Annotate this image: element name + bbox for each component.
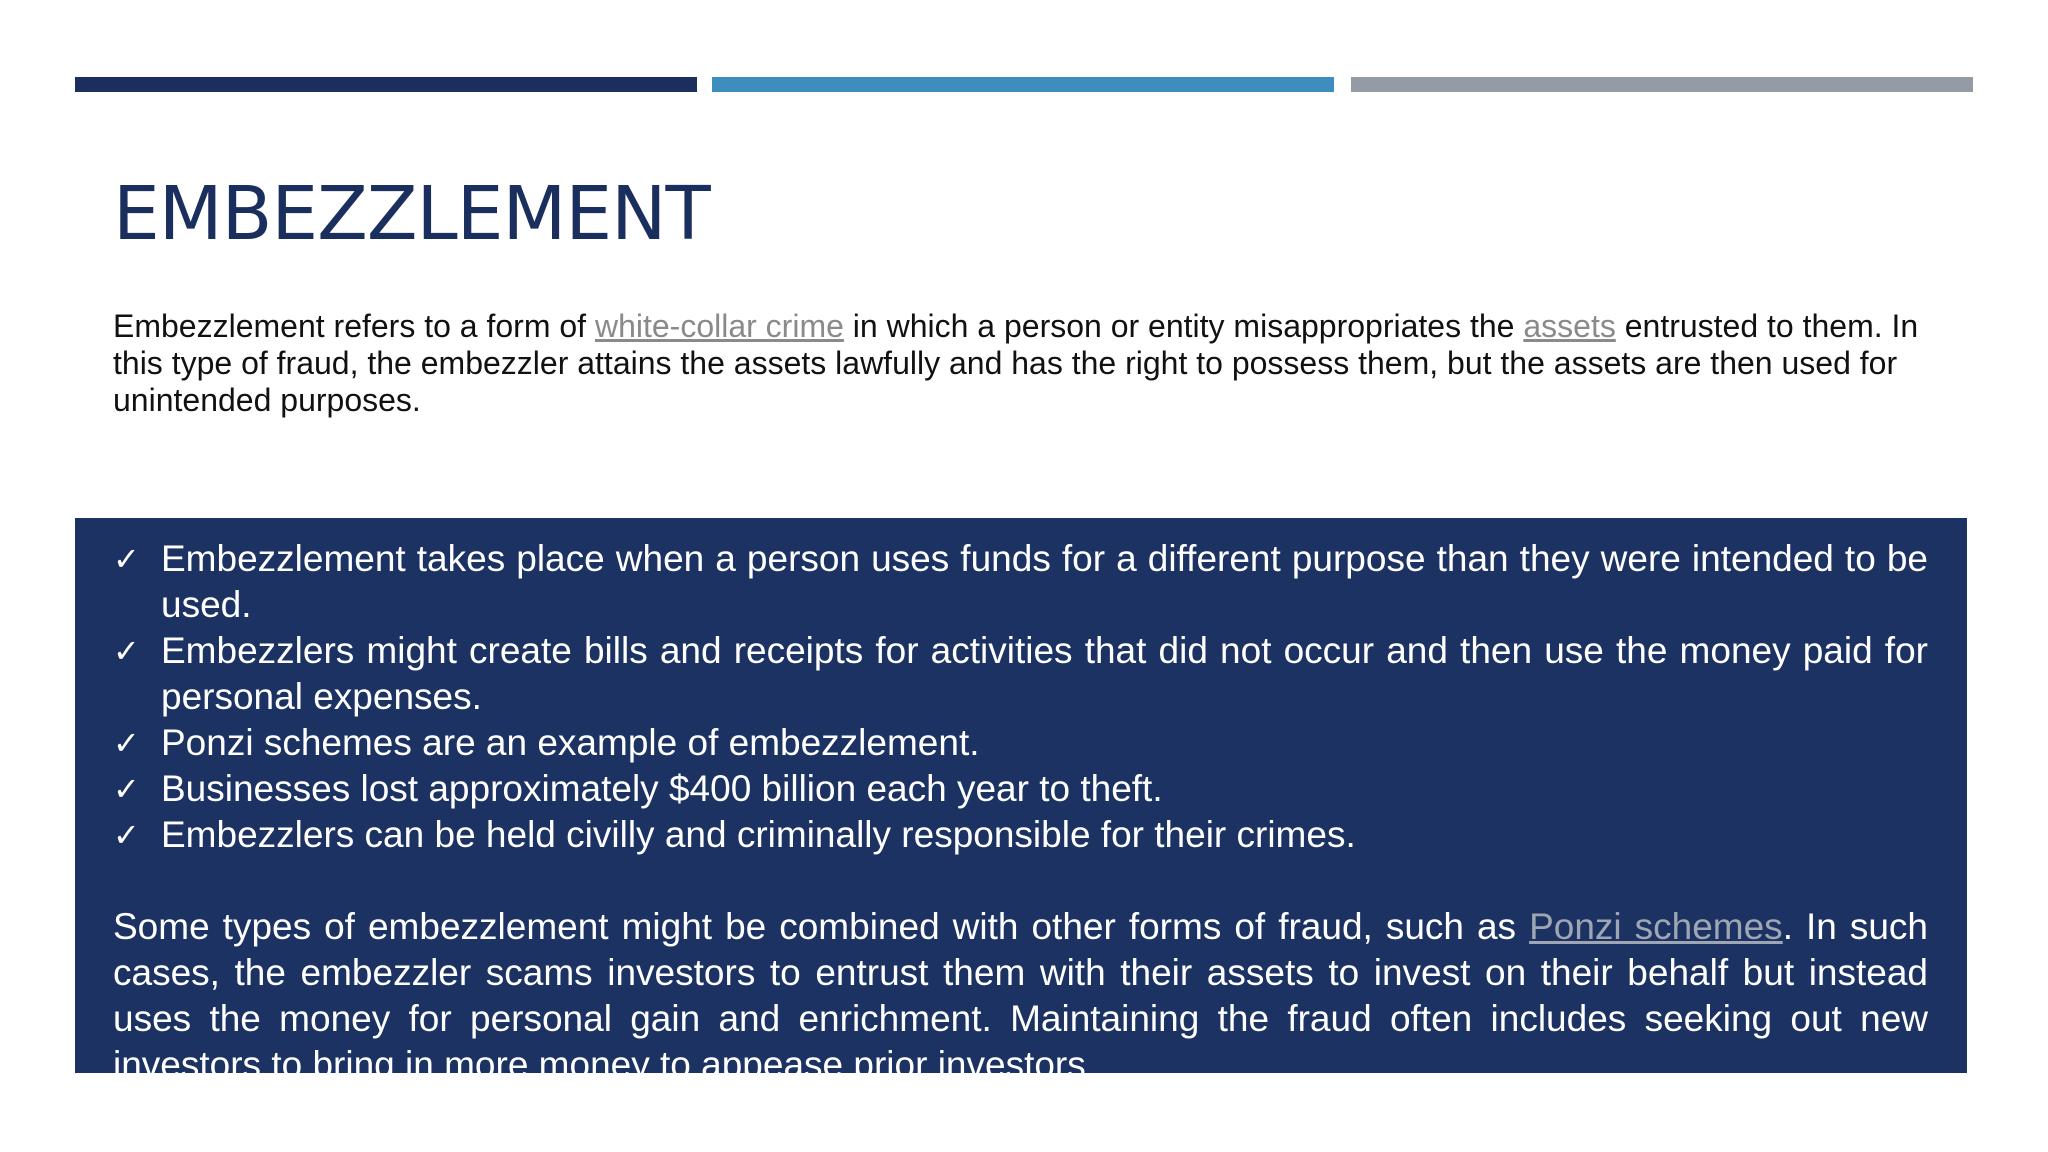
closing-text-2: . In such cases, the embezzler scams investors to entrust them with their assets to invest on their behalf but instead uses the money for personal gain and enrichment. Maintaining the fraud often includes seeking out new investors to bring in more money to appease prior investors.	[113, 906, 1928, 1085]
intro-paragraph	[113, 308, 1928, 419]
bullet-text: Embezzlers can be held civilly and criminally responsible for their crimes.	[161, 814, 1356, 855]
slide-title: EMBEZZLEMENT	[113, 171, 710, 257]
top-accent-bar-navy	[75, 77, 697, 92]
bullet-item	[113, 766, 1928, 812]
bullet-text: Embezzlers might create bills and receipts for activities that did not occur and then use the money paid for personal expenses.	[161, 630, 1980, 717]
ponzi-schemes-link[interactable]: Ponzi schemes	[1529, 906, 1783, 947]
bullet-item	[113, 536, 1928, 628]
checkmark-icon: ✓	[113, 770, 140, 808]
assets-link[interactable]: assets	[1523, 308, 1616, 344]
checkmark-icon: ✓	[113, 724, 140, 762]
top-accent-bar-gray	[1351, 77, 1973, 92]
closing-paragraph	[113, 904, 1928, 1088]
bullet-item	[113, 812, 1928, 858]
intro-text-2: in which a person or entity misappropriates the	[843, 308, 1524, 344]
bullet-list	[113, 536, 1980, 858]
bullet-text: Businesses lost approximately $400 billion each year to theft.	[161, 768, 1163, 809]
bullet-item	[113, 628, 1980, 720]
content-panel	[75, 518, 1980, 1085]
bullet-text: Ponzi schemes are an example of embezzlement.	[161, 722, 980, 763]
checkmark-icon: ✓	[113, 540, 140, 578]
checkmark-icon: ✓	[113, 816, 140, 854]
intro-text-1: Embezzlement refers to a form of	[113, 308, 595, 344]
bullet-text: Embezzlement takes place when a person uses funds for a different purpose than they were intended to be used.	[161, 538, 1928, 625]
closing-text-1: Some types of embezzlement might be combined with other forms of fraud, such as	[113, 906, 1530, 947]
checkmark-icon: ✓	[113, 632, 140, 670]
intro-text-3: entrusted to them. In this type of fraud, the embezzler attains the assets lawfully and has the right to possess them, but the assets are then used for unintended purposes.	[113, 308, 1919, 418]
top-accent-bar-blue	[712, 77, 1334, 92]
bullet-item	[113, 720, 1928, 766]
white-collar-crime-link[interactable]: white-collar crime	[594, 308, 844, 344]
